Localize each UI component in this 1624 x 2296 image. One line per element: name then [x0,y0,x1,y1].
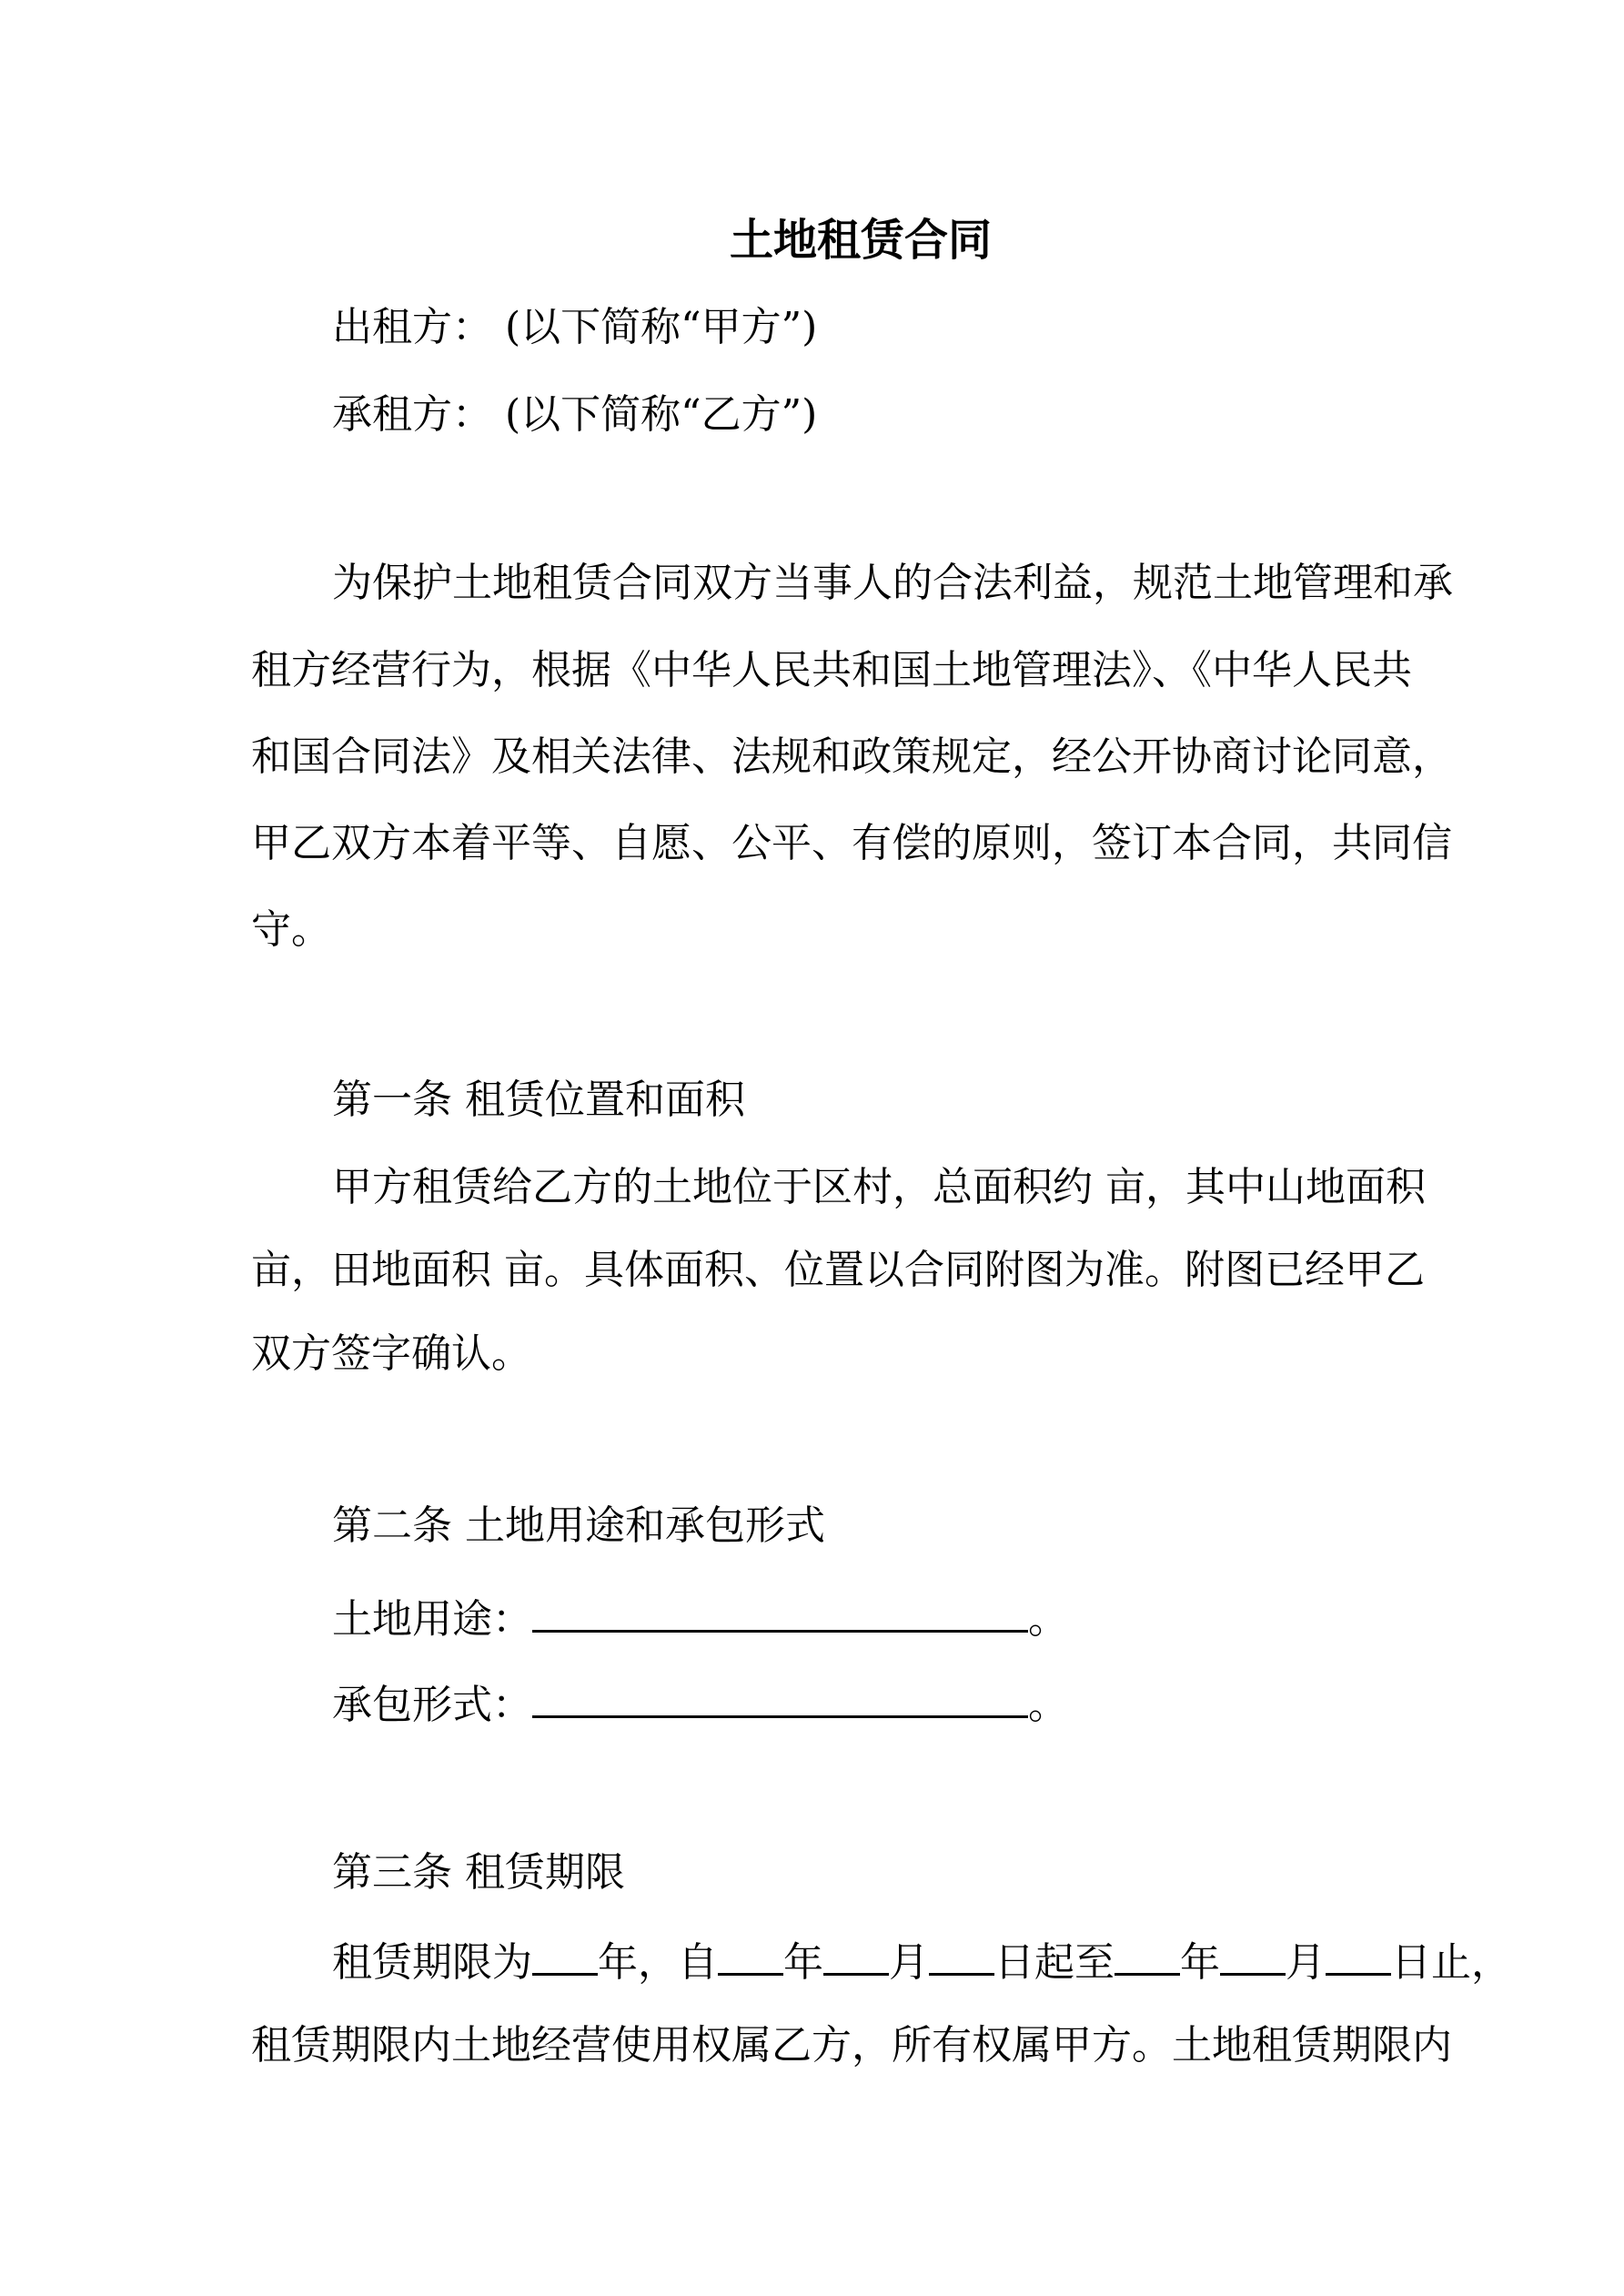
article-3-heading: 第三条 租赁期限 [332,1849,625,1896]
years-blank[interactable] [532,1933,598,1976]
paragraph-line: 亩，田地面积 亩。具体面积、位置以合同附图为准。附图已经甲乙 [251,1247,1425,1293]
contract-form-line [332,1675,1388,1733]
text: 日起至 [994,1939,1115,1986]
text: 月 [1286,1939,1326,1986]
period: 。 [1028,1596,1068,1643]
paragraph-line: 和国合同法》及相关法律、法规和政策规定，经公开协商讨论同意， [251,733,1452,780]
text: 租赁期限为 [332,1939,532,1986]
text: 日止， [1391,1939,1511,1986]
paragraph-line: 甲乙双方本着平等、自愿、公平、有偿的原则，签订本合同，共同信 [251,820,1452,866]
end-year-blank[interactable] [1115,1933,1180,1976]
contract-form-blank[interactable] [532,1675,1028,1718]
paragraph-line: 守。 [251,906,331,953]
period: 。 [1028,1682,1068,1728]
document-title: 土地租赁合同 [729,215,992,266]
text: 月 [889,1939,929,1986]
lessor-line: 出租方： (以下简称“甲方”) [332,304,818,350]
land-use-line [332,1590,1388,1647]
text: 年 [783,1939,823,1986]
lessee-line: 承租方： (以下简称“乙方”) [332,391,818,438]
land-use-blank[interactable] [532,1590,1028,1633]
paragraph-line: 双方签字确认。 [251,1330,531,1377]
paragraph-line: 租赁期限内土地经营使用权属乙方，所有权属甲方。土地租赁期限内 [251,2022,1452,2068]
start-year-blank[interactable] [718,1933,783,1976]
text: 年，自 [598,1939,718,1986]
paragraph-line: 租方经营行为，根据《中华人民共和国土地管理法》、《中华人民共 [251,647,1412,693]
start-month-blank[interactable] [823,1933,889,1976]
lease-term-line [332,1933,1511,1990]
article-1-heading: 第一条 租赁位置和面积 [332,1077,745,1123]
paragraph-line: 为保护土地租赁合同双方当事人的合法利益，规范土地管理和承 [332,560,1453,606]
end-month-blank[interactable] [1220,1933,1286,1976]
article-2-heading: 第二条 土地用途和承包形式 [332,1502,825,1549]
text: 年 [1180,1939,1220,1986]
start-day-blank[interactable] [929,1933,994,1976]
land-use-label: 土地用途： [332,1596,532,1643]
contract-form-label: 承包形式： [332,1682,532,1728]
end-day-blank[interactable] [1326,1933,1391,1976]
paragraph-line: 甲方租赁给乙方的土地位于区村，总面积约 亩，其中山地面积 [332,1164,1426,1210]
